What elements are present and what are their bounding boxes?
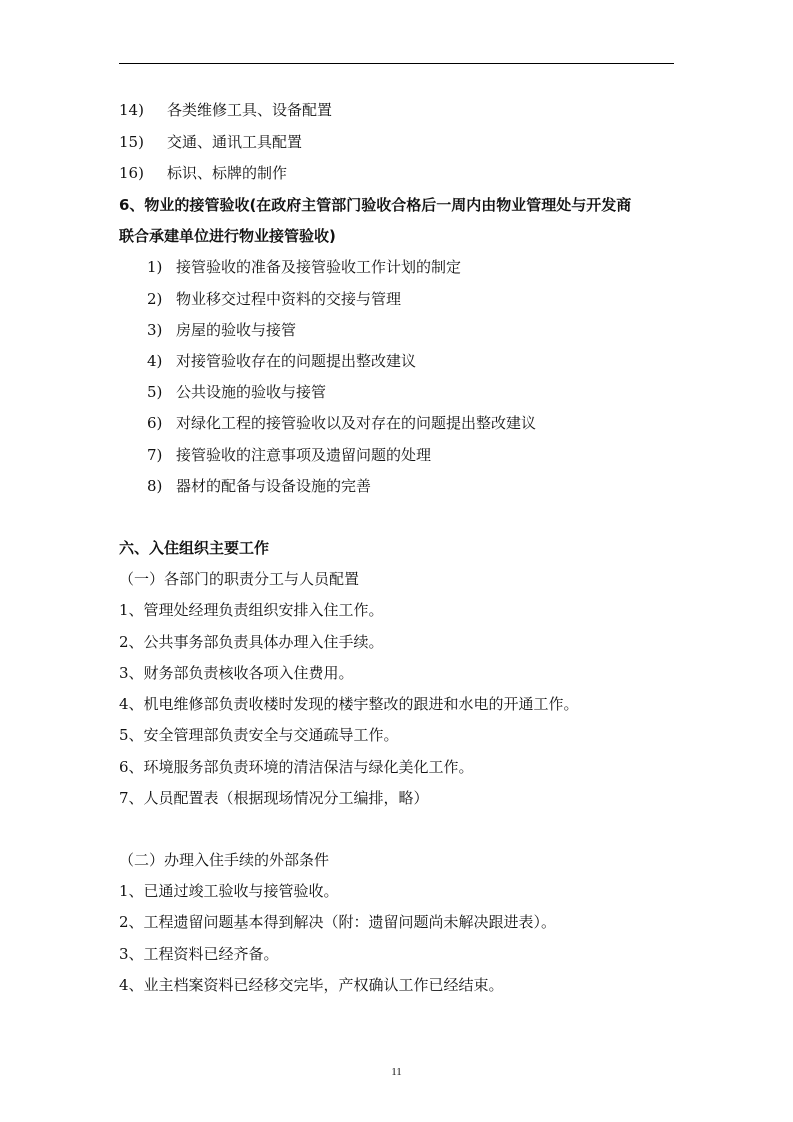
list-number: 8) <box>147 477 163 495</box>
list-item <box>147 320 296 340</box>
list-text: 对绿化工程的接管验收以及对存在的问题提出整改建议 <box>176 414 537 432</box>
subsection-title: （一）各部门的职责分工与人员配置 <box>119 570 360 588</box>
list-item <box>147 351 416 371</box>
list-item <box>147 382 326 402</box>
list-number: 15) <box>119 133 144 151</box>
list-number: 3) <box>147 321 163 339</box>
list-item <box>147 445 431 465</box>
list-text: 公共设施的验收与接管 <box>176 383 327 401</box>
list-text: 对接管验收存在的问题提出整改建议 <box>176 352 417 370</box>
list-number: 7) <box>147 446 163 464</box>
list-item <box>119 163 287 183</box>
paragraph-item: 4、业主档案资料已经移交完毕，产权确认工作已经结束。 <box>119 976 504 994</box>
list-item <box>147 289 401 309</box>
paragraph-item: 4、机电维修部负责收楼时发现的楼宇整改的跟进和水电的开通工作。 <box>119 695 579 713</box>
list-number: 14) <box>119 101 144 119</box>
list-text: 器材的配备与设备设施的完善 <box>176 477 372 495</box>
paragraph-item: 1、管理处经理负责组织安排入住工作。 <box>119 601 384 619</box>
subsection-title: （二）办理入住手续的外部条件 <box>119 851 330 869</box>
paragraph-item: 1、已通过竣工验收与接管验收。 <box>119 882 339 900</box>
paragraph-item: 6、环境服务部负责环境的清洁保洁与绿化美化工作。 <box>119 758 474 776</box>
section-title: 六、入住组织主要工作 <box>119 539 270 557</box>
list-item <box>147 413 536 433</box>
list-number: 16) <box>119 164 144 182</box>
list-item <box>147 257 461 277</box>
list-text: 各类维修工具、设备配置 <box>167 101 333 119</box>
section-heading-line2: 联合承建单位进行物业接管验收) <box>119 227 336 245</box>
paragraph-item: 5、安全管理部负责安全与交通疏导工作。 <box>119 726 399 744</box>
header-rule <box>119 63 674 64</box>
list-text: 标识、标牌的制作 <box>167 164 288 182</box>
list-number: 4) <box>147 352 163 370</box>
section-heading-line1: 6、物业的接管验收(在政府主管部门验收合格后一周内由物业管理处与开发商 <box>119 196 632 214</box>
list-text: 接管验收的注意事项及遗留问题的处理 <box>176 446 432 464</box>
list-item <box>147 476 371 496</box>
paragraph-item: 3、财务部负责核收各项入住费用。 <box>119 664 354 682</box>
list-number: 2) <box>147 290 163 308</box>
paragraph-item: 3、工程资料已经齐备。 <box>119 945 279 963</box>
list-text: 房屋的验收与接管 <box>176 321 297 339</box>
list-number: 1) <box>147 258 163 276</box>
list-text: 接管验收的准备及接管验收工作计划的制定 <box>176 258 462 276</box>
paragraph-item: 2、公共事务部负责具体办理入住手续。 <box>119 633 384 651</box>
paragraph-item: 7、人员配置表（根据现场情况分工编排，略） <box>119 789 429 807</box>
paragraph-item: 2、工程遗留问题基本得到解决（附：遗留问题尚未解决跟进表）。 <box>119 913 557 931</box>
list-item <box>119 132 302 152</box>
list-text: 物业移交过程中资料的交接与管理 <box>176 290 402 308</box>
list-number: 5) <box>147 383 163 401</box>
list-number: 6) <box>147 414 163 432</box>
list-item <box>119 100 332 120</box>
list-text: 交通、通讯工具配置 <box>167 133 303 151</box>
page-number: 11 <box>391 1066 402 1078</box>
